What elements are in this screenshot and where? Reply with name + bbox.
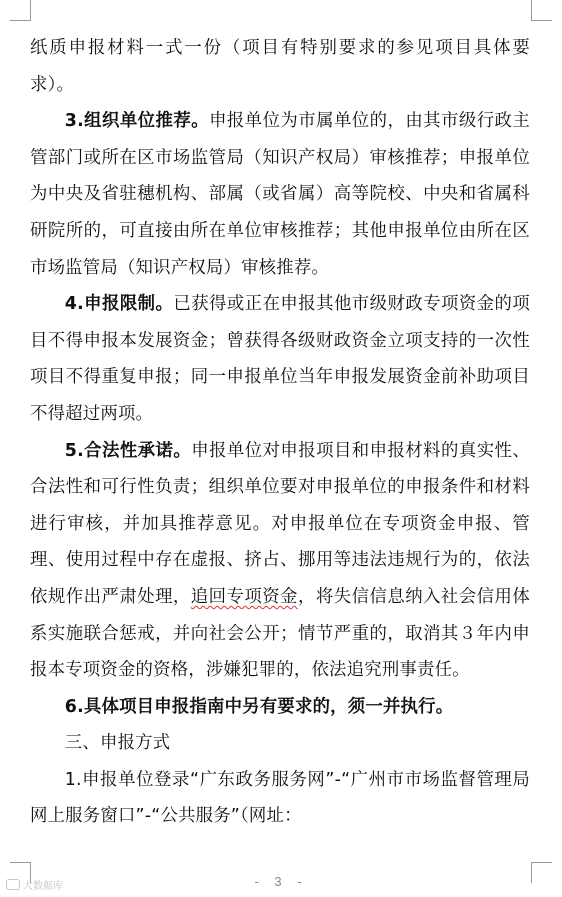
body-text <box>30 30 530 835</box>
section-heading: 3.组织单位推荐。 <box>64 111 210 132</box>
paragraph-text: 具体项目申报指南中另有要求的，须一并执行。 <box>83 696 454 717</box>
paragraph-text: 纸质申报材料一式一份（项目有特别要求的参见项目具体要求）。 <box>30 38 530 95</box>
paragraph-submission <box>30 762 530 835</box>
watermark-text: 大数据库 <box>23 881 63 892</box>
watermark <box>6 877 63 892</box>
paragraph-text: 申报单位对申报项目和申报材料的真实性、合法性和可行性负责；组织单位要对申报单位的申报条件和材料进行审核，并加具推荐意见。对申报单位在专项资金申报、管理、使用过程中存在虚报、挤占、挪用等违法违规行为的，依法依规作出严肃处理， <box>30 440 530 607</box>
paragraph-text: 已获得或正在申报其他市级财政专项资金的项目不得申报本发展资金；曾获得各级财政资金立项支持的一次性项目不得重复申报；同一申报单位当年申报发展资金前补助项目不得超过两项。 <box>30 294 530 424</box>
paragraph-text: 1.申报单位登录“广东政务服务网”-“广州市市场监督管理局网上服务窗口”-“公共服务”（网址： <box>30 769 530 827</box>
crop-mark-top-left <box>10 0 31 21</box>
paragraph-text: 申报单位为市属单位的，由其市级行政主管部门或所在区市场监管局（知识产权局）审核推荐；申报单位为中央及省驻穗机构、部属（或省属）高等院校、中央和省属科研院所的，可直接由所在单位审核推荐；其他申报单位由所在区市场监管局（知识产权局）审核推荐。 <box>30 111 530 278</box>
paragraph-restriction <box>30 286 530 432</box>
paragraph-legality <box>30 433 530 689</box>
spellcheck-flagged-text: 追回专项资金 <box>190 586 298 607</box>
section-heading: 4.申报限制。 <box>64 294 174 315</box>
paragraph-continued <box>30 30 530 103</box>
paragraph-recommendation <box>30 103 530 286</box>
paragraph-text: ，将失信信息纳入社会信用体系实施联合惩戒，并向社会公开；情节严重的，取消其３年内申报本专项资金的资格，涉嫌犯罪的，依法追究刑事责任。 <box>30 586 530 681</box>
section-heading: 6. <box>64 696 84 717</box>
section-heading: 5.合法性承诺。 <box>64 440 192 461</box>
section-title <box>30 725 530 762</box>
page-number: - 3 - <box>254 874 308 889</box>
paragraph-other-requirements <box>30 689 530 726</box>
section-title-text: 三、申报方式 <box>64 733 171 754</box>
watermark-logo-icon <box>6 879 20 890</box>
crop-mark-top-right <box>531 0 552 21</box>
